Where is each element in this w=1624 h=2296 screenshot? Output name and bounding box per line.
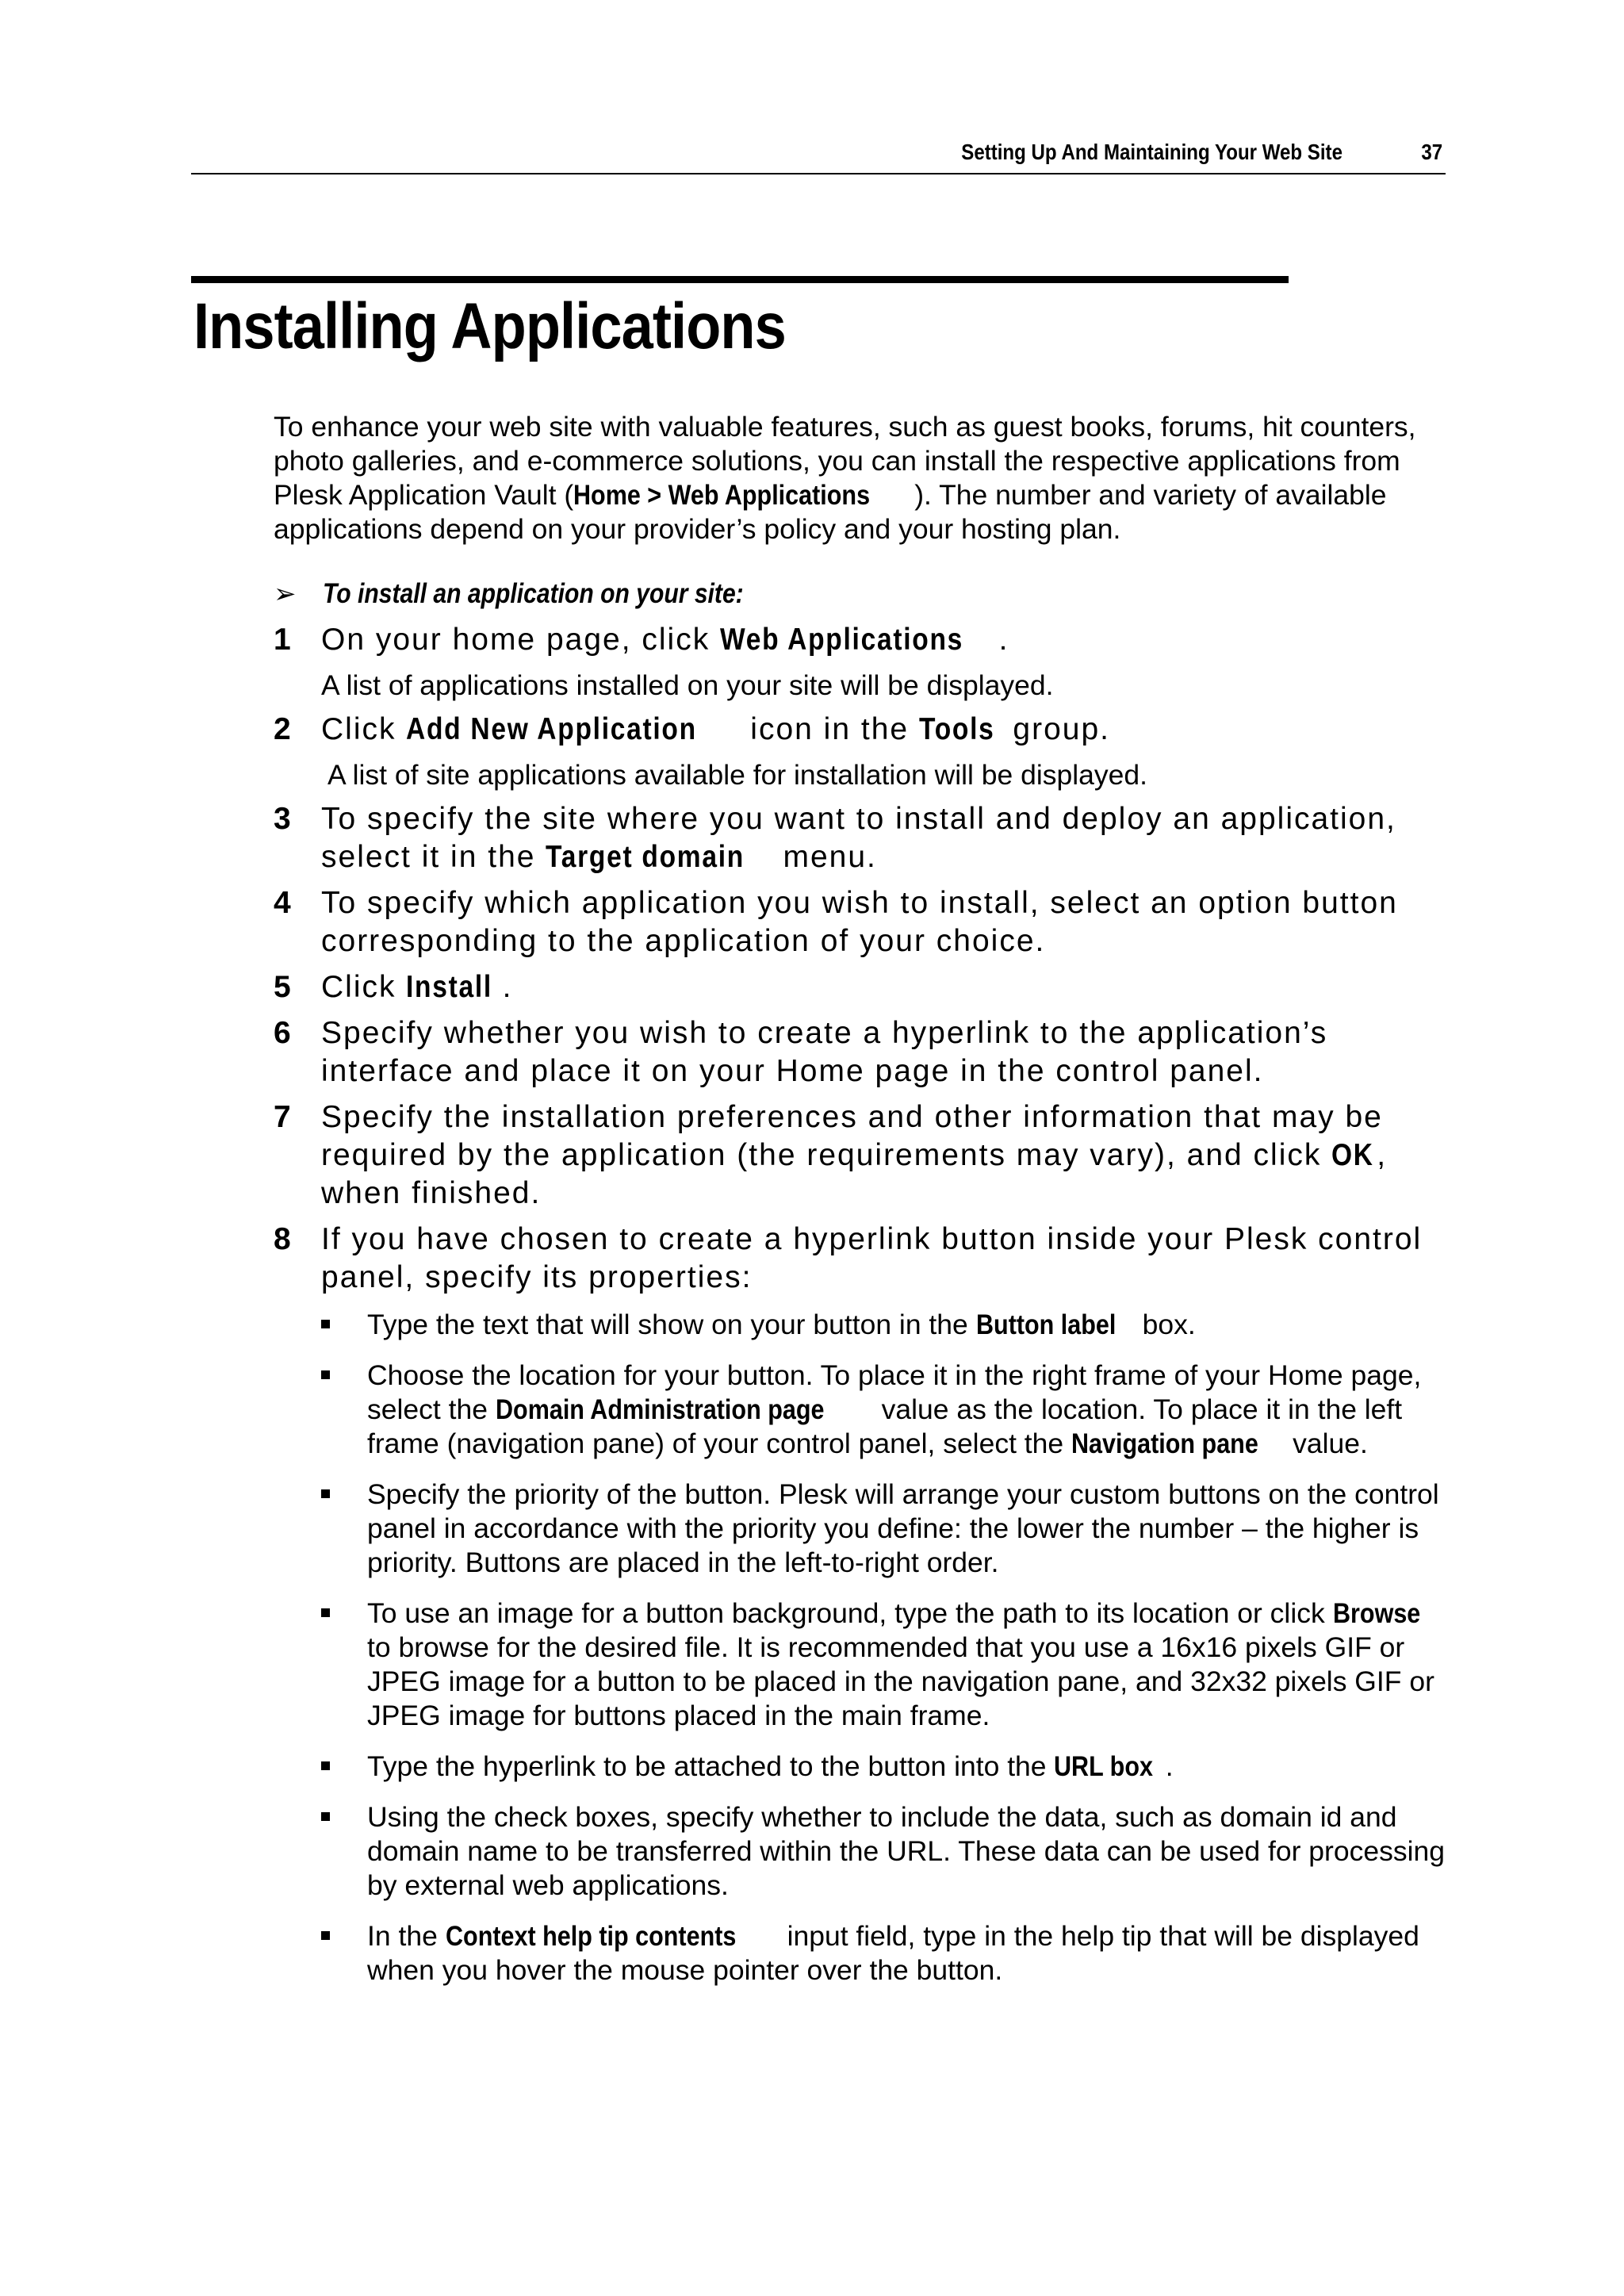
intro-text-end: ). The number and variety of available applications depend on your provider’s policy and your hosting plan. xyxy=(274,479,1387,545)
chapter-title: Installing Applications xyxy=(193,290,786,362)
ui-label: Add New Application xyxy=(406,712,698,746)
ui-label: URL box xyxy=(1054,1750,1154,1782)
list-item xyxy=(320,1919,1455,1987)
page-number: 37 xyxy=(1421,140,1442,164)
ui-label: Context help tip contents xyxy=(445,1920,737,1952)
square-bullet-icon xyxy=(321,1812,330,1821)
list-item xyxy=(320,1750,1455,1784)
ui-label: OK xyxy=(1331,1138,1374,1172)
list-item xyxy=(320,1478,1455,1580)
item-text: Using the check boxes, specify whether to include the data, such as domain id and domain name to be transferred within the URL. These data can be used for processing by external web applications. xyxy=(367,1801,1445,1901)
square-bullet-icon xyxy=(321,1931,330,1940)
procedure-title: To install an application on your site: xyxy=(323,578,744,609)
menu-path: Home > Web Applications xyxy=(573,479,871,511)
list-item xyxy=(320,1800,1455,1903)
step-number: 8 xyxy=(274,1222,291,1256)
step-4 xyxy=(274,884,1455,960)
step-text: icon in the xyxy=(740,712,919,746)
step-1-result: A list of applications installed on your site will be displayed. xyxy=(321,669,1054,701)
page-body xyxy=(274,410,1455,2004)
step-text: On your home page, click xyxy=(321,623,721,657)
step-2 xyxy=(274,711,1455,749)
square-bullet-icon xyxy=(321,1370,330,1379)
arrow-bullet-icon: ➢ xyxy=(274,579,297,609)
step-number: 3 xyxy=(274,802,291,836)
item-text: Specify the priority of the button. Plesk will arrange your custom buttons on the control panel in accordance with the priority you define: the lower the number – the higher is priority. Buttons are placed in the left-to-right order. xyxy=(367,1478,1439,1578)
ui-label: Domain Administration page xyxy=(495,1393,825,1425)
ui-label: Target domain xyxy=(546,840,745,874)
square-bullet-icon xyxy=(321,1320,330,1328)
step-number: 5 xyxy=(274,970,291,1004)
item-text: to browse for the desired file. It is recommended that you use a 16x16 pixels GIF or JPEG image for a button to be placed in the navigation pane, and 32x32 pixels GIF or JPEG image for buttons placed in the main frame. xyxy=(367,1631,1434,1731)
list-item xyxy=(320,1596,1455,1733)
step-text: menu. xyxy=(772,840,877,874)
intro-paragraph xyxy=(274,410,1455,546)
item-text: Type the text that will show on your button in the xyxy=(367,1309,976,1340)
step-text: If you have chosen to create a hyperlink button inside your Plesk control panel, specify its properties: xyxy=(321,1222,1423,1294)
ui-label: Install xyxy=(406,970,493,1004)
item-text: input field, type in the help tip that will be displayed when you hover the mouse pointer over the button. xyxy=(367,1920,1419,1986)
step-text: Specify the installation preferences and other information that may be required by the application (the requirements may vary), and click xyxy=(321,1100,1383,1172)
intro-text: To enhance your web site with valuable features, such as guest books, forums, hit counters, photo galleries, and e-commerce solutions, you can install the respective applications from Plesk Application Vault ( xyxy=(274,411,1416,511)
list-item xyxy=(320,1359,1455,1461)
step-7 xyxy=(274,1098,1455,1213)
step-number: 2 xyxy=(274,712,291,746)
step-text: . xyxy=(998,623,1009,657)
item-text: . xyxy=(1165,1750,1174,1782)
ui-label: Tools xyxy=(918,712,995,746)
procedure-heading xyxy=(274,575,1455,613)
step-number: 1 xyxy=(274,623,291,657)
ui-label: Web Applications xyxy=(720,623,964,657)
square-bullet-icon xyxy=(321,1761,330,1770)
step-text: group. xyxy=(1002,712,1110,746)
square-bullet-icon xyxy=(321,1489,330,1498)
step-6 xyxy=(274,1014,1455,1091)
running-title: Setting Up And Maintaining Your Web Site xyxy=(961,140,1342,164)
step-text: , when finished. xyxy=(321,1138,1388,1210)
item-text: value as the location. To place it in the left frame (navigation pane) of your control panel, select the xyxy=(367,1393,1403,1459)
ui-label: Navigation pane xyxy=(1071,1428,1258,1459)
item-text: box. xyxy=(1134,1309,1196,1340)
step-number: 4 xyxy=(274,886,291,920)
item-text: Type the hyperlink to be attached to the button into the xyxy=(367,1750,1055,1782)
ui-label: Button label xyxy=(975,1309,1116,1340)
step-1 xyxy=(274,621,1455,659)
list-item xyxy=(320,1308,1455,1342)
step-text: Click xyxy=(321,712,407,746)
step-8 xyxy=(274,1221,1455,1297)
step-text: To specify the site where you want to install and deploy an application, select it in the xyxy=(321,802,1396,874)
step-3 xyxy=(274,800,1455,876)
item-text: value. xyxy=(1285,1428,1368,1459)
step-text: Click xyxy=(321,970,407,1004)
step-2-result: A list of site applications available for installation will be displayed. xyxy=(327,759,1148,791)
step-number: 6 xyxy=(274,1016,291,1050)
ui-label: Browse xyxy=(1332,1597,1420,1629)
step-text: To specify which application you wish to install, select an option button corresponding to the application of your choice. xyxy=(321,886,1398,958)
running-header xyxy=(191,133,1446,174)
step-number: 7 xyxy=(274,1100,291,1134)
step-text: Specify whether you wish to create a hyperlink to the application’s interface and place it on your Home page in the control panel. xyxy=(321,1016,1328,1088)
item-text: Choose the location for your button. To place it in the right frame of your Home page, select the xyxy=(367,1359,1422,1425)
step-5 xyxy=(274,968,1455,1006)
button-properties-list xyxy=(274,1308,1455,1987)
item-text: To use an image for a button background, type the path to its location or click xyxy=(367,1597,1333,1629)
item-text: In the xyxy=(367,1920,446,1952)
square-bullet-icon xyxy=(321,1608,330,1617)
title-rule xyxy=(191,276,1289,283)
step-text: . xyxy=(502,970,513,1004)
